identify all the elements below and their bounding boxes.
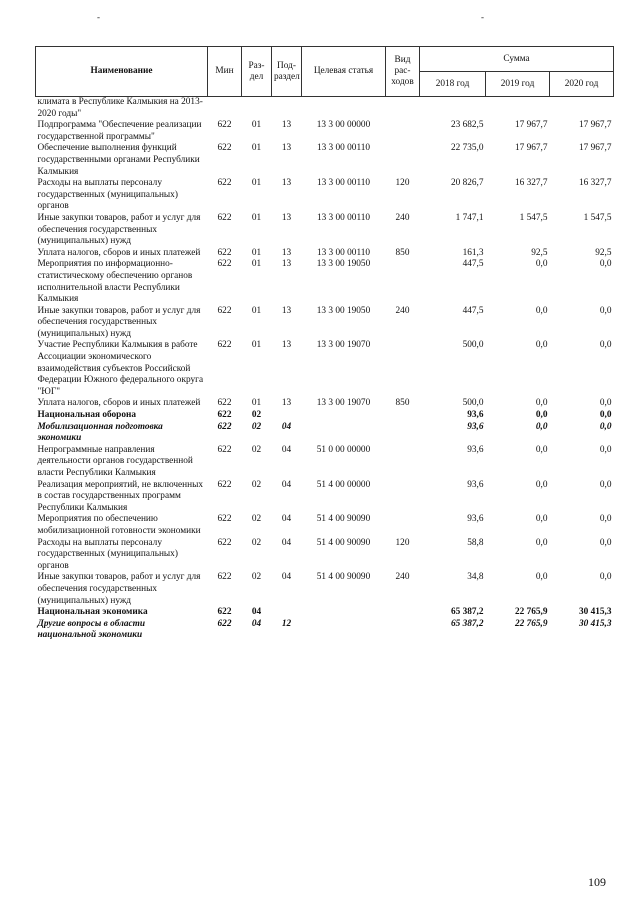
cell-2019: 0,0 <box>535 572 548 583</box>
header-target: Целевая статья <box>302 47 386 97</box>
cell-podrazdel: 04 <box>281 444 292 455</box>
cell-name: Иные закупки товаров, работ и услуг для обеспечения государственных (муниципальных) нужд <box>37 212 201 247</box>
cell-2020: 0,0 <box>599 572 612 583</box>
cell-2018: 1 747,1 <box>455 212 484 223</box>
cell-razdel: 01 <box>251 259 262 270</box>
cell-2018: 65 387,2 <box>450 607 484 618</box>
table-row <box>36 259 614 305</box>
cell-2019: 0,0 <box>535 444 548 455</box>
cell-target <box>302 422 386 445</box>
cell-target: 51 4 00 00000 <box>316 479 371 490</box>
cell-vid <box>386 619 420 642</box>
cell-name: Национальная экономика <box>37 607 148 618</box>
cell-vid: 240 <box>395 212 410 223</box>
cell-2019: 0,0 <box>535 259 548 270</box>
cell-2020: 0,0 <box>599 479 612 490</box>
cell-target: 13 3 00 00110 <box>316 247 371 258</box>
cell-target: 13 3 00 00000 <box>316 120 371 131</box>
cell-podrazdel: 13 <box>281 259 292 270</box>
table-row <box>36 143 614 178</box>
cell-2020: 92,5 <box>595 247 612 258</box>
table-row <box>36 619 614 642</box>
cell-target: 51 0 00 00000 <box>316 444 371 455</box>
cell-2020: 0,0 <box>599 514 612 525</box>
cell-2020: 0,0 <box>599 537 612 548</box>
cell-target: 13 3 00 00110 <box>316 178 371 189</box>
cell-2018: 20 826,7 <box>450 178 484 189</box>
cell-razdel: 04 <box>251 607 262 618</box>
top-mark-right: - <box>481 12 484 22</box>
cell-podrazdel: 04 <box>281 572 292 583</box>
cell-podrazdel <box>272 97 302 121</box>
cell-name: Мобилизационная подготовка экономики <box>37 421 163 444</box>
cell-target: 13 3 00 19050 <box>316 259 371 270</box>
cell-min: 622 <box>217 178 232 189</box>
cell-2020: 0,0 <box>599 340 612 351</box>
cell-podrazdel <box>272 607 302 619</box>
cell-min: 622 <box>217 212 232 223</box>
cell-vid <box>386 120 420 143</box>
cell-min: 622 <box>217 340 232 351</box>
cell-2019: 0,0 <box>535 410 548 421</box>
cell-podrazdel: 13 <box>281 247 292 258</box>
cell-target: 13 3 00 19070 <box>316 398 371 409</box>
cell-2020 <box>550 97 614 121</box>
cell-vid <box>386 340 420 398</box>
cell-razdel: 01 <box>251 305 262 316</box>
table-body <box>36 97 614 642</box>
table-row <box>36 213 614 248</box>
cell-vid <box>386 607 420 619</box>
table-header <box>36 47 614 97</box>
cell-2019: 92,5 <box>531 247 548 258</box>
cell-vid: 120 <box>395 178 410 189</box>
cell-2018: 447,5 <box>462 259 484 270</box>
cell-vid <box>386 259 420 305</box>
cell-target <box>302 97 386 121</box>
cell-target <box>302 410 386 422</box>
table-row <box>36 410 614 422</box>
cell-min: 622 <box>217 514 232 525</box>
cell-target: 13 3 00 19050 <box>316 305 371 316</box>
header-vid: Вид рас-ходов <box>386 47 420 97</box>
cell-2019: 1 547,5 <box>519 212 548 223</box>
table-row <box>36 340 614 398</box>
cell-2020: 0,0 <box>599 444 612 455</box>
cell-min: 622 <box>217 618 232 629</box>
cell-razdel: 02 <box>251 537 262 548</box>
header-name: Наименование <box>36 47 208 97</box>
cell-2018 <box>420 97 486 121</box>
cell-name: Реализация мероприятий, не включенных в состав государственных программ Республики Калмыкия <box>37 479 204 513</box>
cell-razdel: 01 <box>251 212 262 223</box>
cell-2020: 17 967,7 <box>578 120 612 131</box>
cell-min: 622 <box>217 305 232 316</box>
cell-min: 622 <box>217 247 232 258</box>
cell-vid: 850 <box>395 247 410 258</box>
table-row <box>36 572 614 607</box>
cell-podrazdel: 04 <box>281 421 292 432</box>
cell-target <box>302 619 386 642</box>
cell-2019: 0,0 <box>535 421 548 432</box>
cell-2018: 500,0 <box>462 340 484 351</box>
cell-vid <box>386 480 420 515</box>
cell-podrazdel: 13 <box>281 178 292 189</box>
cell-min: 622 <box>217 398 232 409</box>
cell-2019: 0,0 <box>535 305 548 316</box>
cell-2018: 58,8 <box>467 537 484 548</box>
table-row <box>36 538 614 573</box>
cell-2020: 0,0 <box>599 421 612 432</box>
cell-name: Участие Республики Калмыкия в работе Ассоциации экономического взаимодействия субъектов Российской Федерации Южного федерального округа "ЮГ" <box>37 340 204 397</box>
cell-target: 51 4 00 90090 <box>316 537 371 548</box>
cell-podrazdel: 13 <box>281 120 292 131</box>
cell-min: 622 <box>217 259 232 270</box>
cell-name: Уплата налогов, сборов и иных платежей <box>37 247 201 258</box>
cell-name: Подпрограмма "Обеспечение реализации государственной программы" <box>37 120 202 142</box>
cell-razdel <box>242 97 272 121</box>
cell-2020: 1 547,5 <box>583 212 612 223</box>
cell-2020: 16 327,7 <box>578 178 612 189</box>
cell-vid <box>386 422 420 445</box>
table-row <box>36 178 614 213</box>
cell-name: Обеспечение выполнения функций государственными органами Республики Калмыкия <box>37 143 200 177</box>
header-2020: 2020 год <box>550 72 614 97</box>
cell-target: 13 3 00 00110 <box>316 212 371 223</box>
cell-razdel: 02 <box>251 479 262 490</box>
cell-2020: 17 967,7 <box>578 143 612 154</box>
cell-2020: 0,0 <box>599 398 612 409</box>
cell-podrazdel: 04 <box>281 537 292 548</box>
cell-podrazdel: 04 <box>281 479 292 490</box>
header-razdel: Раз-дел <box>242 47 272 97</box>
cell-2020: 0,0 <box>599 305 612 316</box>
cell-2020: 0,0 <box>599 410 612 421</box>
cell-min <box>208 97 242 121</box>
cell-target: 13 3 00 19070 <box>316 340 371 351</box>
cell-name: Расходы на выплаты персоналу государственных (муниципальных) органов <box>37 537 178 571</box>
cell-razdel: 01 <box>251 340 262 351</box>
table-row <box>36 607 614 619</box>
cell-name: Непрограммные направления деятельности органов государственной власти Республики Калмыкия <box>37 444 193 478</box>
cell-podrazdel: 13 <box>281 212 292 223</box>
cell-name: Другие вопросы в области национальной экономики <box>37 618 146 641</box>
header-podrazdel: Под-раздел <box>272 47 302 97</box>
cell-vid: 240 <box>395 572 410 583</box>
cell-razdel: 02 <box>251 572 262 583</box>
cell-vid: 120 <box>395 537 410 548</box>
cell-min: 622 <box>217 143 232 154</box>
cell-2019: 17 967,7 <box>514 120 548 131</box>
cell-min: 622 <box>217 607 232 618</box>
cell-razdel: 01 <box>251 247 262 258</box>
cell-2018: 34,8 <box>467 572 484 583</box>
cell-2019: 22 765,9 <box>514 618 548 629</box>
cell-2018: 161,3 <box>462 247 484 258</box>
cell-2019: 0,0 <box>535 340 548 351</box>
cell-2018: 93,6 <box>467 514 484 525</box>
cell-razdel: 02 <box>251 421 262 432</box>
cell-2018: 23 682,5 <box>450 120 484 131</box>
cell-2020: 0,0 <box>599 259 612 270</box>
cell-min: 622 <box>217 410 232 421</box>
budget-table <box>35 46 614 642</box>
cell-vid <box>386 410 420 422</box>
table-row <box>36 398 614 410</box>
cell-2019: 0,0 <box>535 398 548 409</box>
table-row <box>36 248 614 260</box>
cell-2019: 0,0 <box>535 479 548 490</box>
cell-razdel: 01 <box>251 143 262 154</box>
cell-2018: 93,6 <box>467 479 484 490</box>
table-row <box>36 120 614 143</box>
cell-2018: 447,5 <box>462 305 484 316</box>
cell-podrazdel <box>272 410 302 422</box>
top-mark-left: - <box>97 12 100 22</box>
table-row <box>36 514 614 537</box>
table-row <box>36 97 614 121</box>
table-row <box>36 306 614 341</box>
cell-razdel: 02 <box>251 444 262 455</box>
cell-min: 622 <box>217 537 232 548</box>
cell-min: 622 <box>217 479 232 490</box>
cell-2019: 0,0 <box>535 537 548 548</box>
cell-podrazdel: 12 <box>281 618 292 629</box>
cell-2019: 16 327,7 <box>514 178 548 189</box>
cell-min: 622 <box>217 572 232 583</box>
cell-target <box>302 607 386 619</box>
cell-2018: 93,6 <box>467 421 484 432</box>
cell-podrazdel: 13 <box>281 143 292 154</box>
cell-vid: 240 <box>395 305 410 316</box>
cell-podrazdel: 04 <box>281 514 292 525</box>
header-2019: 2019 год <box>486 72 550 97</box>
cell-podrazdel: 13 <box>281 305 292 316</box>
cell-vid <box>386 445 420 480</box>
table-row <box>36 445 614 480</box>
header-summa: Сумма <box>420 47 614 72</box>
cell-2018: 65 387,2 <box>450 618 484 629</box>
cell-vid <box>386 514 420 537</box>
cell-2018: 22 735,0 <box>450 143 484 154</box>
cell-name: Уплата налогов, сборов и иных платежей <box>37 398 201 409</box>
cell-2018: 500,0 <box>462 398 484 409</box>
cell-vid <box>386 97 420 121</box>
header-min: Мин <box>208 47 242 97</box>
cell-2020: 30 415,3 <box>578 607 612 618</box>
cell-razdel: 01 <box>251 178 262 189</box>
cell-min: 622 <box>217 120 232 131</box>
cell-target: 13 3 00 00110 <box>316 143 371 154</box>
cell-target: 51 4 00 90090 <box>316 572 371 583</box>
cell-razdel: 02 <box>251 514 262 525</box>
cell-2019 <box>486 97 550 121</box>
cell-2019: 0,0 <box>535 514 548 525</box>
cell-name: Иные закупки товаров, работ и услуг для обеспечения государственных (муниципальных) нужд <box>37 572 201 606</box>
cell-min: 622 <box>217 444 232 455</box>
cell-razdel: 01 <box>251 120 262 131</box>
cell-razdel: 02 <box>251 410 262 421</box>
cell-name: Иные закупки товаров, работ и услуг для обеспечения государственных (муниципальных) нужд <box>37 305 201 339</box>
header-2018: 2018 год <box>420 72 486 97</box>
cell-2018: 93,6 <box>467 444 484 455</box>
cell-vid <box>386 143 420 178</box>
cell-name: Расходы на выплаты персоналу государственных (муниципальных) органов <box>37 178 178 212</box>
cell-name: Мероприятия по обеспечению мобилизационной готовности экономики <box>37 514 201 536</box>
cell-name: Мероприятия по информационно-статистическому обеспечению органов исполнительной власти Республики Калмыкия <box>37 259 193 305</box>
cell-name: климата в Республике Калмыкия на 2013-2020 годы" <box>37 97 203 119</box>
cell-2019: 17 967,7 <box>514 143 548 154</box>
cell-min: 622 <box>217 421 232 432</box>
cell-name: Национальная оборона <box>37 410 136 421</box>
cell-target: 51 4 00 90090 <box>316 514 371 525</box>
cell-2020: 30 415,3 <box>578 618 612 629</box>
table-row <box>36 422 614 445</box>
cell-vid: 850 <box>395 398 410 409</box>
cell-razdel: 04 <box>251 618 262 629</box>
table-row <box>36 480 614 515</box>
cell-podrazdel: 13 <box>281 398 292 409</box>
cell-podrazdel: 13 <box>281 340 292 351</box>
cell-2018: 93,6 <box>467 410 484 421</box>
cell-2019: 22 765,9 <box>514 607 548 618</box>
cell-razdel: 01 <box>251 398 262 409</box>
page-number: 109 <box>588 875 606 889</box>
